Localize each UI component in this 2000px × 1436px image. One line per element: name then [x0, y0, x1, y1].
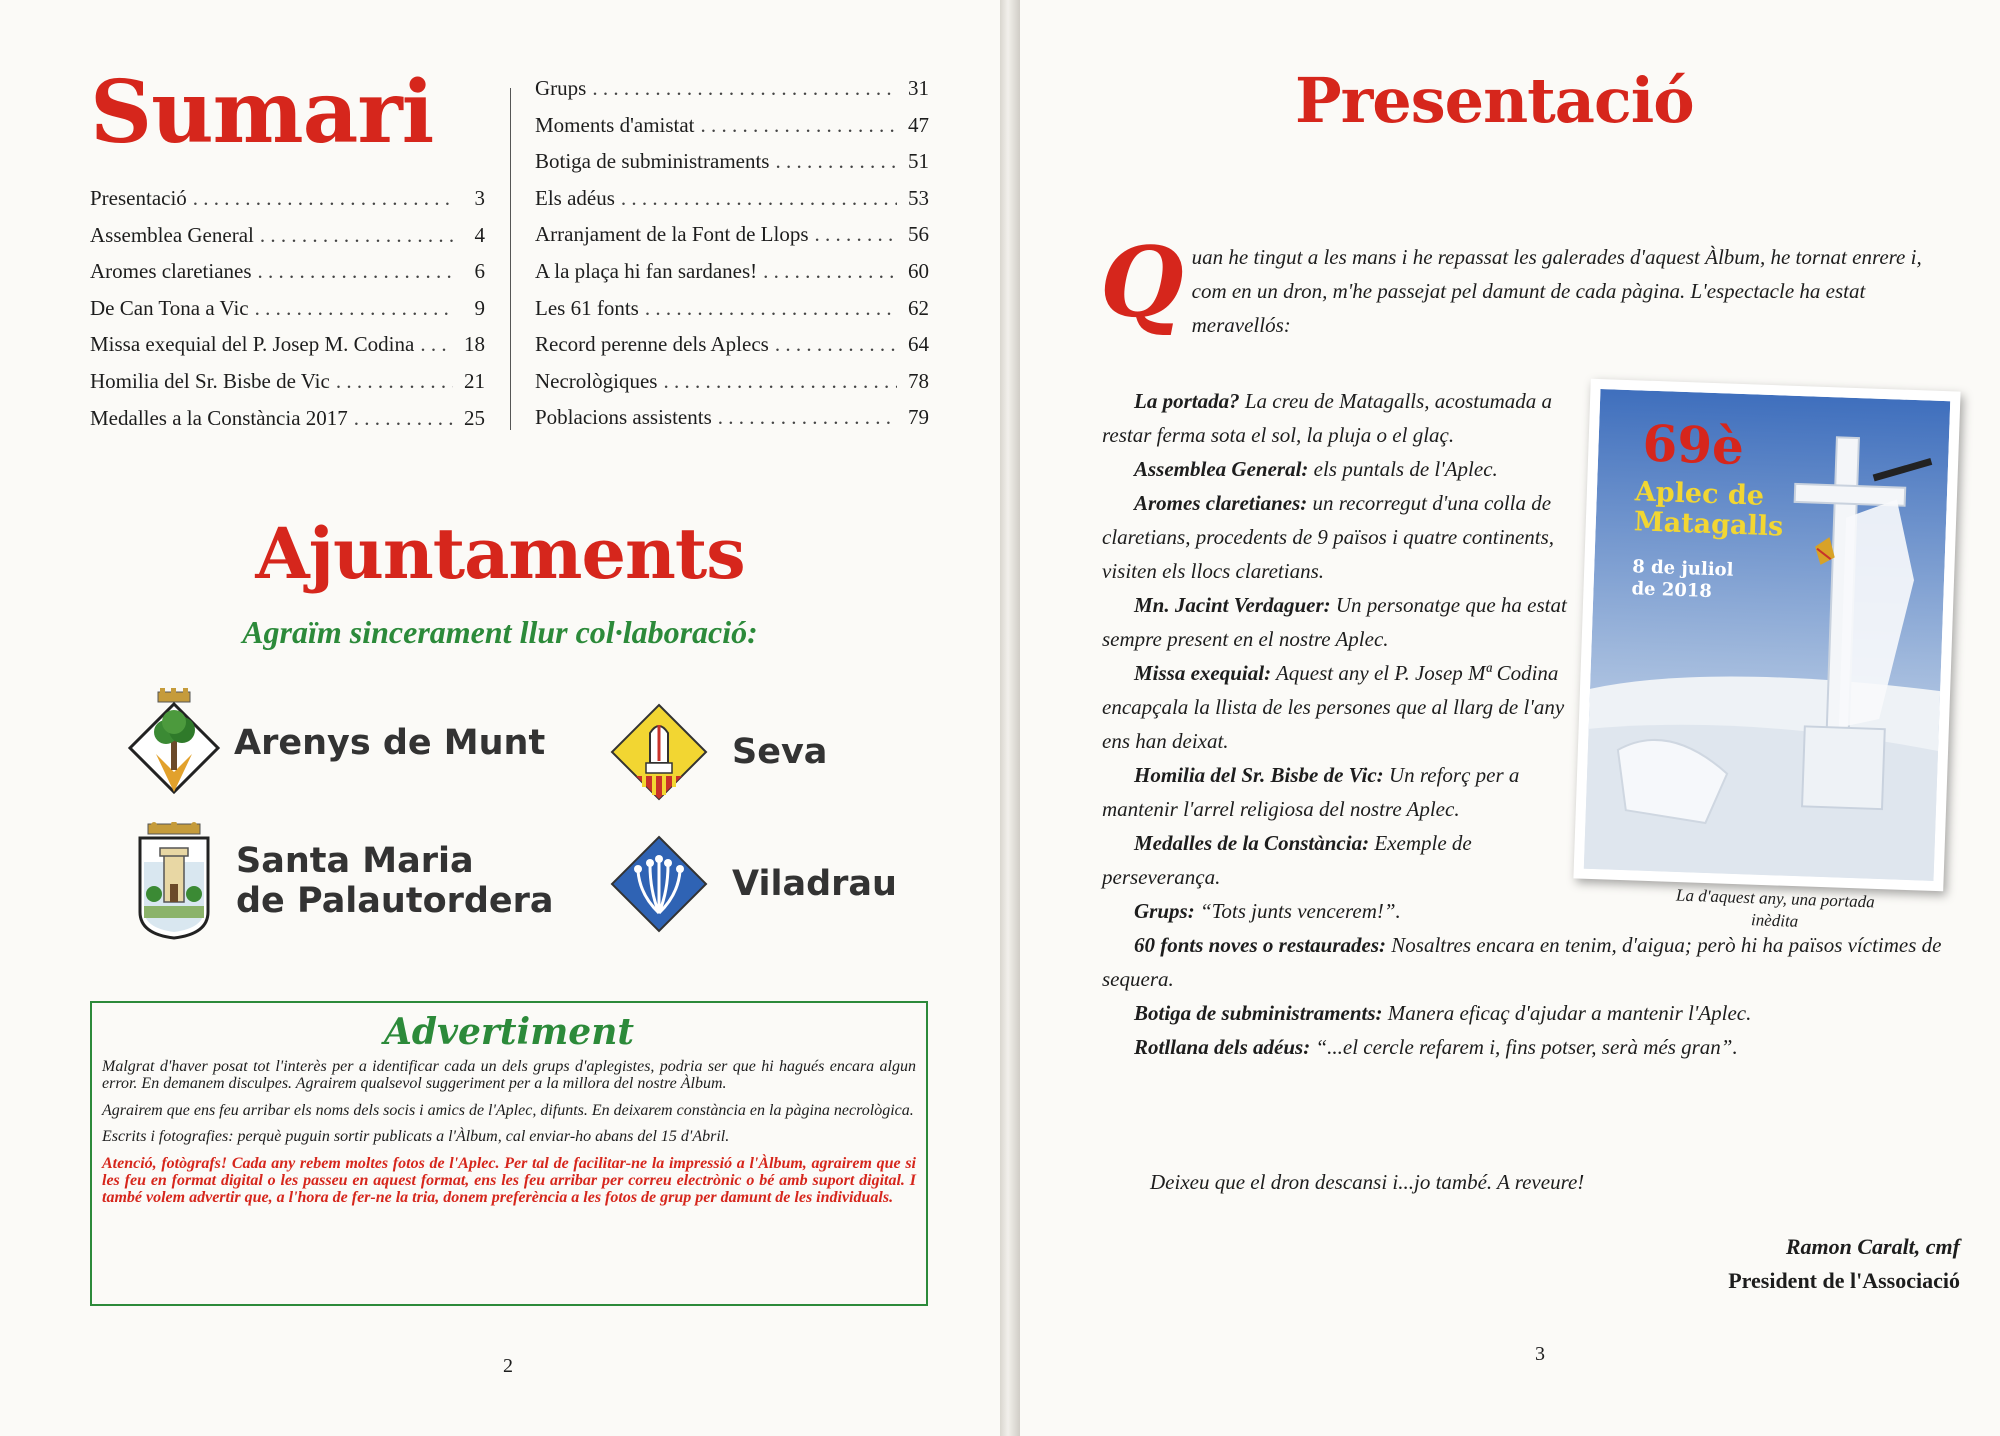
entry — [1102, 486, 1572, 588]
toc-entry-label: Record perenne dels Aplecs — [535, 332, 769, 357]
entry-lead: Aromes claretianes: — [1134, 491, 1308, 515]
toc-leader — [763, 259, 897, 284]
toc-entry[interactable] — [535, 149, 929, 186]
entry-text: “...el cercle refarem i, fins potser, serà més gran”. — [1310, 1035, 1738, 1059]
arenys-crest-icon — [126, 688, 222, 798]
town-name-block — [236, 841, 554, 922]
town-name: Viladrau — [732, 863, 897, 904]
toc-leader — [592, 76, 897, 101]
toc-entry-page: 6 — [474, 259, 485, 284]
album-cover-image — [1573, 379, 1960, 892]
toc-leader — [255, 296, 453, 321]
toc-entry[interactable] — [535, 259, 929, 296]
cover-photo — [1584, 389, 1951, 881]
toc-entry[interactable] — [535, 113, 929, 150]
entry-text: La creu de Matagalls, acostumada a restar ferma sota el sol, la pluja o el glaç. — [1102, 389, 1553, 447]
toc-leader — [258, 259, 453, 284]
toc-leader — [718, 405, 897, 430]
town-name: Arenys de Munt — [234, 722, 546, 763]
toc-entry-page: 51 — [908, 149, 929, 174]
toc-leader — [260, 223, 453, 248]
toc-entry-page: 79 — [908, 405, 929, 430]
entry-text: un recorregut d'una colla de claretians, procedents de 9 països i quatre continents, visiten els llocs claretians. — [1102, 491, 1555, 583]
toc-entry-label: Assemblea General — [90, 222, 254, 247]
toc-entry[interactable] — [535, 369, 929, 406]
entry-text: “Tots junts vencerem!”. — [1194, 899, 1401, 923]
advertiment-paragraph: Agrairem que ens feu arribar els noms dels socis i amics de l'Aplec, difunts. En deixarem constància en la pàgina necrològica. — [102, 1101, 914, 1119]
toc-entry-label: Moments d'amistat — [535, 112, 695, 137]
toc-entry-page: 18 — [464, 332, 485, 357]
toc-leader — [815, 222, 897, 247]
toc-entry-page: 53 — [908, 185, 929, 210]
town-seva[interactable] — [610, 703, 827, 801]
entry-text: Manera eficaç d'ajudar a mantenir l'Aplec. — [1382, 1001, 1752, 1025]
toc-entry[interactable] — [535, 296, 929, 333]
entry-text: Aquest any el P. Josep Mª Codina encapçala la llista de les persones que al llarg de l'any ens han deixat. — [1102, 661, 1565, 753]
toc-entry[interactable] — [90, 259, 485, 296]
toc-entry[interactable] — [90, 296, 485, 333]
toc-entry-label: Necrològiques — [535, 368, 658, 393]
toc-entry[interactable] — [90, 332, 485, 369]
toc-leader — [336, 369, 453, 394]
entry — [1102, 452, 1572, 486]
entry-lead: La portada? — [1134, 389, 1240, 413]
toc-entry[interactable] — [535, 222, 929, 259]
entry-lead: Assemblea General: — [1134, 457, 1309, 481]
entry — [1102, 1030, 1982, 1064]
entry-text: Exemple de perseverança. — [1102, 831, 1472, 889]
toc-leader — [701, 113, 897, 138]
toc-entry-label: De Can Tona a Vic — [90, 295, 249, 320]
cover-title-line2: Matagalls — [1633, 506, 1784, 543]
sumari-title: Sumari — [90, 62, 434, 163]
entry-lead: Rotllana dels adéus: — [1134, 1035, 1311, 1059]
advertiment-photographers-note: Atenció, fotògrafs! Cada any rebem moltes fotos de l'Aplec. Per tal de facilitar-ne la impressió a l'Àlbum, agrairem que si les feu en format digital o les passeu en aquest format, ens les feu arribar per correu electrònic o bé amb suport digital. I també volem advertir que, a l'hora de fer-ne la tria, donem preferència a les fotos de grup per damunt de les individuals. — [102, 1155, 916, 1206]
advertiment-box — [90, 1001, 928, 1306]
entry-lead: Homilia del Sr. Bisbe de Vic: — [1134, 763, 1384, 787]
entry — [1102, 384, 1572, 452]
toc-leader — [420, 332, 453, 357]
ajuntaments-title: Ajuntaments — [255, 512, 745, 595]
advertiment-title: Advertiment — [384, 1011, 634, 1053]
toc-entry-label: A la plaça hi fan sardanes! — [535, 258, 758, 283]
page-number: 3 — [1535, 1343, 1545, 1365]
toc-divider — [510, 88, 511, 430]
cover-date-line1: 8 de juliol — [1631, 556, 1734, 581]
right-page — [1020, 0, 2000, 1436]
page-number: 2 — [503, 1355, 513, 1377]
entry — [1102, 588, 1572, 656]
signature-name: Ramon Caralt, cmf — [1785, 1234, 1960, 1259]
toc-entry-page: 56 — [908, 222, 929, 247]
town-santa-maria-de-palautordera[interactable] — [134, 822, 554, 940]
cover-caption: La d'aquest any, una portada inèdita — [1675, 885, 1876, 931]
intro-paragraph — [1100, 226, 1950, 342]
seva-crest-icon — [610, 703, 708, 801]
toc-right-column — [535, 76, 929, 442]
toc-entry-page: 21 — [464, 368, 485, 393]
toc-leader — [775, 149, 897, 174]
entry-text: Un reforç per a mantenir l'arrel religiosa del nostre Aplec. — [1102, 763, 1520, 821]
toc-entry-page: 47 — [908, 112, 929, 137]
town-name-line1: Santa Maria — [236, 840, 474, 881]
entry — [1102, 656, 1572, 758]
toc-left-column — [90, 186, 485, 442]
town-name-line2: de Palautordera — [236, 881, 554, 921]
toc-entry-label: Poblacions assistents — [535, 405, 712, 430]
toc-entry-page: 31 — [908, 76, 929, 100]
cover-date-line2: de 2018 — [1631, 578, 1713, 603]
entry — [1102, 996, 1982, 1030]
presentacio-title: Presentació — [1295, 64, 1694, 137]
toc-leader — [354, 406, 453, 431]
entry-text: Un personatge que ha estat sempre present en el nostre Aplec. — [1102, 593, 1567, 651]
toc-entry-page: 62 — [908, 295, 929, 320]
town-name: Seva — [732, 731, 828, 772]
ajuntaments-subtitle: Agraïm sincerament llur col·laboració: — [242, 614, 758, 650]
toc-entry-page: 60 — [908, 258, 929, 283]
dropcap: Q — [1100, 226, 1184, 339]
toc-entry-page: 78 — [908, 368, 929, 393]
toc-entry-page: 4 — [474, 222, 485, 247]
toc-entry-page: 9 — [474, 295, 485, 320]
toc-entry-label: Botiga de subministraments — [535, 149, 770, 174]
toc-entry-label: Les 61 fonts — [535, 295, 639, 320]
town-arenys-de-munt[interactable] — [126, 688, 545, 798]
toc-leader — [621, 186, 897, 211]
santa-maria-crest-icon — [134, 822, 214, 940]
advertiment-paragraph: Escrits i fotografies: perquè puguin sortir publicats a l'Àlbum, cal enviar-ho abans del 15 d'Abril. — [102, 1128, 730, 1146]
town-viladrau[interactable] — [610, 835, 897, 933]
toc-entry-page: 3 — [474, 186, 485, 210]
entry-lead: Grups: — [1134, 899, 1195, 923]
signature-role: President de l'Associació — [1728, 1268, 1960, 1293]
toc-entry[interactable] — [90, 186, 485, 223]
toc-entry[interactable] — [535, 186, 929, 223]
cover-title-line1: Aplec de — [1634, 476, 1765, 512]
entry-lead: 60 fonts noves o restaurades: — [1134, 933, 1387, 957]
entry — [1102, 826, 1572, 894]
signature — [1728, 1230, 1960, 1298]
cover-number: 69è — [1641, 413, 1745, 477]
toc-entry[interactable] — [535, 405, 929, 442]
closing-line: Deixeu que el dron descansi i...jo també. A reveure! — [1150, 1170, 1585, 1194]
toc-leader — [645, 296, 897, 321]
toc-entry-page: 64 — [908, 332, 929, 357]
toc-entry-label: Grups — [535, 76, 587, 100]
toc-entry[interactable] — [535, 76, 929, 113]
toc-entry-label: Presentació — [90, 186, 187, 210]
toc-leader — [193, 186, 453, 211]
toc-entry-label: Arranjament de la Font de Llops — [535, 222, 809, 247]
toc-leader — [775, 332, 897, 357]
entry-text: els puntals de l'Aplec. — [1308, 457, 1498, 481]
toc-entry[interactable] — [90, 223, 485, 260]
toc-entry[interactable] — [535, 332, 929, 369]
toc-leader — [663, 369, 897, 394]
town-name-block — [234, 723, 545, 763]
entry-text: Nosaltres encara en tenim, d'aigua; però hi ha països víctimes de sequera. — [1102, 933, 1942, 991]
toc-entry-label: Aromes claretianes — [90, 259, 252, 284]
toc-entry-page: 25 — [464, 405, 485, 430]
book-gutter — [1000, 0, 1020, 1436]
entry-lead: Missa exequial: — [1134, 661, 1272, 685]
entry — [1102, 758, 1572, 826]
entry-lead: Medalles de la Constància: — [1134, 831, 1370, 855]
advertiment-paragraph: Malgrat d'haver posat tot l'interès per a identificar cada un dels grups d'aplegistes, podria ser que hi hagués encara algun error. En demanem disculpes. Agrairem qualsevol suggeriment per a la millora del nostre Àlbum. — [102, 1058, 916, 1092]
viladrau-crest-icon — [610, 835, 708, 933]
toc-entry-label: Homilia del Sr. Bisbe de Vic — [90, 368, 330, 393]
entry — [1102, 928, 1982, 996]
entry-lead: Botiga de subministraments: — [1134, 1001, 1383, 1025]
toc-entry-label: Missa exequial del P. Josep M. Codina — [90, 332, 415, 357]
toc-entry[interactable] — [90, 406, 485, 443]
toc-entry[interactable] — [90, 369, 485, 406]
intro-text: uan he tingut a les mans i he repassat les galerades d'aquest Àlbum, he tornat enrere i, com en un dron, m'he passejat pel damunt de cada pàgina. L'espectacle ha estat meravellós: — [1191, 245, 1922, 337]
toc-entry-label: Medalles a la Constància 2017 — [90, 405, 348, 430]
toc-entry-label: Els adéus — [535, 185, 615, 210]
entry-lead: Mn. Jacint Verdaguer: — [1134, 593, 1331, 617]
